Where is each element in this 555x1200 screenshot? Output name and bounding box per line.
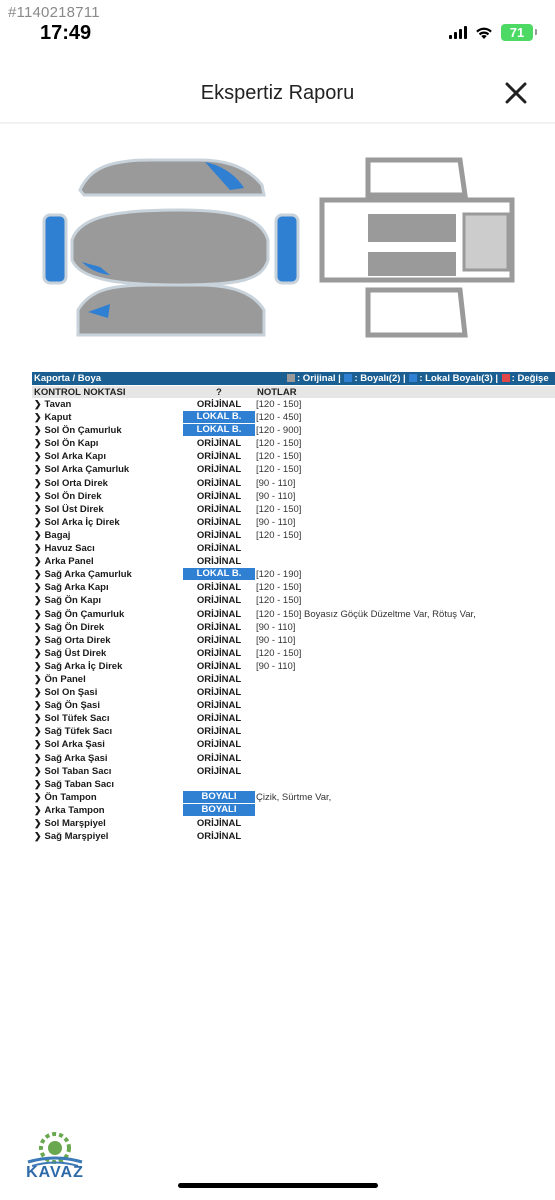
row-status: ORİJİNAL: [196, 595, 242, 607]
row-status: LOKAL B.: [183, 424, 255, 436]
row-name: Ön Panel: [44, 673, 86, 685]
row-check-point[interactable]: [34, 399, 71, 410]
chevron-right-icon: ❯: [34, 726, 42, 737]
row-check-point[interactable]: [34, 726, 112, 737]
row-status: ORİJİNAL: [196, 490, 242, 502]
column-check-point: KONTROL NOKTASI: [34, 387, 126, 398]
row-name: Sol Orta Direk: [44, 477, 108, 489]
car-damage-diagram: [0, 140, 555, 355]
report-rows: [32, 398, 555, 843]
table-row[interactable]: [32, 477, 555, 490]
color-legend: [286, 373, 549, 384]
car-top-view: [44, 210, 298, 285]
row-check-point[interactable]: [34, 491, 102, 502]
row-note: [90 - 110]: [256, 477, 296, 489]
row-check-point[interactable]: [34, 700, 100, 711]
row-note: [120 - 150] Boyasız Göçük Düzeltme Var, Rötuş Var,: [256, 608, 476, 620]
table-row[interactable]: [32, 608, 555, 621]
table-row[interactable]: [32, 804, 555, 817]
legend-boyali: : Boyalı(2) |: [354, 373, 406, 384]
row-status: ORİJİNAL: [196, 660, 242, 672]
row-name: Sol Ön Direk: [44, 490, 102, 502]
legend-orijinal: : Orijinal |: [297, 373, 341, 384]
chevron-right-icon: ❯: [34, 582, 42, 593]
table-row[interactable]: [32, 581, 555, 594]
row-status: ORİJİNAL: [196, 673, 242, 685]
chevron-right-icon: ❯: [34, 569, 42, 580]
cellular-signal-icon: [449, 26, 467, 39]
row-name: Sağ Arka Şasi: [44, 752, 108, 764]
row-status: ORİJİNAL: [196, 634, 242, 646]
row-check-point[interactable]: [34, 805, 105, 816]
chevron-right-icon: ❯: [34, 438, 42, 449]
row-status: ORİJİNAL: [196, 503, 242, 515]
wifi-icon: [475, 26, 493, 40]
row-note: [120 - 150]: [256, 595, 302, 607]
row-note: [90 - 110]: [256, 660, 296, 672]
row-name: Sol Marşpiyel: [44, 818, 106, 829]
page-title: Ekspertiz Raporu: [200, 82, 355, 104]
column-notes: NOTLAR: [257, 387, 297, 398]
chevron-right-icon: ❯: [34, 516, 42, 527]
row-name: Sol Üst Direk: [44, 503, 104, 515]
row-note: [120 - 150]: [256, 438, 302, 450]
row-check-point[interactable]: [34, 530, 70, 541]
row-check-point[interactable]: [34, 412, 71, 423]
row-name: Ön Tampon: [44, 791, 97, 803]
row-name: Sağ Orta Direk: [44, 634, 111, 646]
table-row[interactable]: [32, 503, 555, 516]
legend-swatch-degisen: [502, 374, 510, 382]
chevron-right-icon: ❯: [34, 543, 42, 554]
row-name: Sol Arka İç Direk: [44, 516, 120, 528]
row-check-point[interactable]: [34, 753, 108, 764]
table-row[interactable]: [32, 634, 555, 647]
chevron-right-icon: ❯: [34, 765, 42, 776]
column-status: ?: [216, 387, 222, 398]
row-note: [120 - 150]: [256, 503, 302, 515]
row-status: ORİJİNAL: [196, 582, 242, 594]
row-note: [120 - 150]: [256, 464, 302, 476]
row-name: Sol Taban Sacı: [44, 765, 112, 777]
table-row[interactable]: [32, 752, 555, 765]
row-check-point[interactable]: [34, 792, 97, 803]
table-row[interactable]: [32, 542, 555, 555]
row-check-point[interactable]: [34, 517, 120, 528]
chevron-right-icon: ❯: [34, 687, 42, 698]
row-status: ORİJİNAL: [196, 529, 242, 541]
chevron-right-icon: ❯: [34, 804, 42, 815]
row-name: Sol Arka Şasi: [44, 739, 105, 751]
watermark-id: #1140218711: [8, 4, 100, 21]
chevron-right-icon: ❯: [34, 503, 42, 514]
row-name: Sağ Arka Kapı: [44, 582, 109, 594]
table-row[interactable]: [32, 594, 555, 607]
row-name: Kaput: [44, 412, 72, 424]
table-row[interactable]: [32, 437, 555, 450]
row-status: ORİJİNAL: [196, 464, 242, 476]
report-table-header: [32, 372, 555, 385]
close-icon[interactable]: [501, 78, 531, 108]
table-row[interactable]: [32, 830, 555, 843]
row-note: [90 - 110]: [256, 634, 296, 646]
legend-swatch-lokal: [409, 374, 417, 382]
table-row[interactable]: [32, 765, 555, 778]
row-status: ORİJİNAL: [196, 765, 242, 777]
row-check-point[interactable]: [34, 831, 108, 842]
chevron-right-icon: ❯: [34, 621, 42, 632]
row-check-point[interactable]: [34, 635, 111, 646]
row-status: ORİJİNAL: [196, 621, 242, 633]
row-note: Çizik, Sürtme Var,: [256, 791, 332, 803]
row-name: Arka Tampon: [44, 804, 105, 816]
chevron-right-icon: ❯: [34, 464, 42, 475]
chevron-right-icon: ❯: [34, 425, 42, 436]
row-status: ORİJİNAL: [196, 752, 242, 764]
chevron-right-icon: ❯: [34, 490, 42, 501]
row-name: Tavan: [44, 399, 72, 410]
table-row[interactable]: [32, 725, 555, 738]
row-status: ORİJİNAL: [196, 477, 242, 489]
chevron-right-icon: ❯: [34, 647, 42, 658]
row-check-point[interactable]: [34, 425, 122, 436]
row-status: ORİJİNAL: [196, 516, 242, 528]
row-check-point[interactable]: [34, 478, 108, 489]
table-row[interactable]: [32, 712, 555, 725]
row-note: [90 - 110]: [256, 516, 296, 528]
car-chassis-view: [322, 160, 512, 335]
row-note: [120 - 150]: [256, 399, 302, 410]
row-name: Sağ Ön Direk: [44, 621, 105, 633]
row-check-point[interactable]: [34, 451, 106, 462]
chevron-right-icon: ❯: [34, 556, 42, 567]
row-status: LOKAL B.: [183, 568, 255, 580]
kavaz-logo-text: KAVAZ: [26, 1164, 84, 1181]
table-row[interactable]: [32, 686, 555, 699]
status-icons: [449, 24, 533, 41]
row-name: Sol Arka Kapı: [44, 451, 106, 463]
row-status: BOYALI: [183, 804, 255, 816]
row-note: [120 - 450]: [256, 412, 302, 424]
chevron-right-icon: ❯: [34, 831, 42, 842]
section-title: Kaporta / Boya: [34, 373, 102, 384]
legend-degisen: : Değişe: [511, 373, 549, 384]
table-row[interactable]: [32, 463, 555, 476]
row-status: ORİJİNAL: [196, 818, 242, 829]
row-name: Sol Ön Çamurluk: [44, 425, 122, 437]
legend-lokal: : Lokal Boyalı(3) |: [419, 373, 499, 384]
row-name: Arka Panel: [44, 556, 94, 568]
row-check-point[interactable]: [34, 609, 124, 620]
row-status: ORİJİNAL: [196, 399, 242, 410]
row-name: Sağ Üst Direk: [44, 647, 107, 659]
row-name: Sol Ön Kapı: [44, 438, 99, 450]
row-check-point[interactable]: [34, 438, 98, 449]
chevron-right-icon: ❯: [34, 529, 42, 540]
row-status: LOKAL B.: [183, 411, 255, 423]
row-status: BOYALI: [183, 791, 255, 803]
chevron-right-icon: ❯: [34, 399, 42, 409]
row-check-point[interactable]: [34, 661, 122, 672]
table-row[interactable]: [32, 490, 555, 503]
table-row[interactable]: [32, 699, 555, 712]
table-row[interactable]: [32, 424, 555, 437]
car-left-side-view: [80, 160, 264, 195]
row-check-point[interactable]: [34, 504, 104, 515]
row-status: ORİJİNAL: [196, 543, 242, 555]
table-row[interactable]: [32, 647, 555, 660]
chevron-right-icon: ❯: [34, 595, 42, 606]
row-status: ORİJİNAL: [196, 687, 242, 699]
row-name: Sol Arka Çamurluk: [44, 464, 130, 476]
row-check-point[interactable]: [34, 556, 94, 567]
chevron-right-icon: ❯: [34, 673, 42, 684]
chevron-right-icon: ❯: [34, 608, 42, 619]
chevron-right-icon: ❯: [34, 778, 42, 789]
row-status: ORİJİNAL: [196, 726, 242, 738]
row-status: ORİJİNAL: [196, 438, 242, 450]
row-note: [120 - 190]: [256, 569, 302, 581]
chevron-right-icon: ❯: [34, 412, 42, 423]
row-check-point[interactable]: [34, 543, 95, 554]
row-check-point[interactable]: [34, 582, 109, 593]
row-note: [120 - 150]: [256, 451, 302, 463]
row-note: [120 - 900]: [256, 425, 302, 437]
home-indicator[interactable]: [178, 1183, 378, 1188]
table-row[interactable]: [32, 555, 555, 568]
row-status: ORİJİNAL: [196, 556, 242, 568]
table-row[interactable]: [32, 660, 555, 673]
row-check-point[interactable]: [34, 687, 97, 698]
row-name: Sağ Ön Çamurluk: [44, 608, 125, 620]
battery-indicator: 71: [501, 24, 533, 41]
table-row[interactable]: [32, 778, 555, 791]
row-status: ORİJİNAL: [196, 647, 242, 659]
table-row[interactable]: [32, 817, 555, 830]
row-check-point[interactable]: [34, 766, 111, 777]
status-time: 17:49: [40, 22, 92, 44]
row-name: Sağ Ön Şasi: [44, 700, 100, 712]
row-name: Sol Tüfek Sacı: [44, 713, 110, 725]
legend-swatch-boyali: [344, 374, 352, 382]
row-name: Havuz Sacı: [44, 543, 95, 555]
row-name: Bagaj: [44, 529, 71, 541]
table-row[interactable]: [32, 398, 555, 411]
row-name: Sol On Şasi: [44, 687, 98, 699]
chevron-right-icon: ❯: [34, 791, 42, 802]
chevron-right-icon: ❯: [34, 700, 42, 711]
legend-swatch-orijinal: [287, 374, 295, 382]
table-row[interactable]: [32, 568, 555, 581]
row-name: Sağ Marşpiyel: [44, 831, 109, 843]
row-status: ORİJİNAL: [196, 608, 242, 620]
chevron-right-icon: ❯: [34, 818, 42, 828]
row-check-point[interactable]: [34, 713, 109, 724]
row-check-point[interactable]: [34, 464, 129, 475]
chevron-right-icon: ❯: [34, 477, 42, 488]
chevron-right-icon: ❯: [34, 752, 42, 763]
row-note: [90 - 110]: [256, 621, 296, 633]
header-divider: [0, 122, 555, 124]
row-check-point[interactable]: [34, 648, 106, 659]
modal-header: [0, 70, 555, 120]
chevron-right-icon: ❯: [34, 634, 42, 645]
row-check-point[interactable]: [34, 739, 105, 750]
row-check-point[interactable]: [34, 674, 86, 685]
chevron-right-icon: ❯: [34, 713, 42, 724]
row-status: ORİJİNAL: [196, 713, 242, 725]
row-note: [120 - 150]: [256, 582, 302, 594]
table-row[interactable]: [32, 450, 555, 463]
row-status: ORİJİNAL: [196, 451, 242, 463]
row-name: Sağ Arka Çamurluk: [44, 569, 132, 581]
chevron-right-icon: ❯: [34, 660, 42, 671]
chevron-right-icon: ❯: [34, 451, 42, 462]
row-status: ORİJİNAL: [196, 831, 242, 843]
row-name: Sağ Arka İç Direk: [44, 660, 123, 672]
chevron-right-icon: ❯: [34, 739, 42, 750]
table-row[interactable]: [32, 621, 555, 634]
row-note: [120 - 150]: [256, 647, 302, 659]
row-check-point[interactable]: [34, 818, 106, 829]
row-check-point[interactable]: [34, 779, 114, 790]
row-check-point[interactable]: [34, 622, 104, 633]
row-note: [120 - 150]: [256, 529, 302, 541]
row-name: Sağ Tüfek Sacı: [44, 726, 113, 738]
column-headers: [32, 386, 555, 398]
row-check-point[interactable]: [34, 595, 101, 606]
table-row[interactable]: [32, 411, 555, 424]
row-name: Sağ Ön Kapı: [44, 595, 102, 607]
table-row[interactable]: [32, 738, 555, 751]
car-right-side-view: [78, 285, 264, 335]
row-name: Sağ Taban Sacı: [44, 778, 115, 790]
table-row[interactable]: [32, 516, 555, 529]
table-row[interactable]: [32, 529, 555, 542]
table-row[interactable]: [32, 673, 555, 686]
row-status: ORİJİNAL: [196, 739, 242, 751]
table-row[interactable]: [32, 791, 555, 804]
row-status: ORİJİNAL: [196, 700, 242, 712]
row-note: [90 - 110]: [256, 490, 296, 502]
row-check-point[interactable]: [34, 569, 132, 580]
